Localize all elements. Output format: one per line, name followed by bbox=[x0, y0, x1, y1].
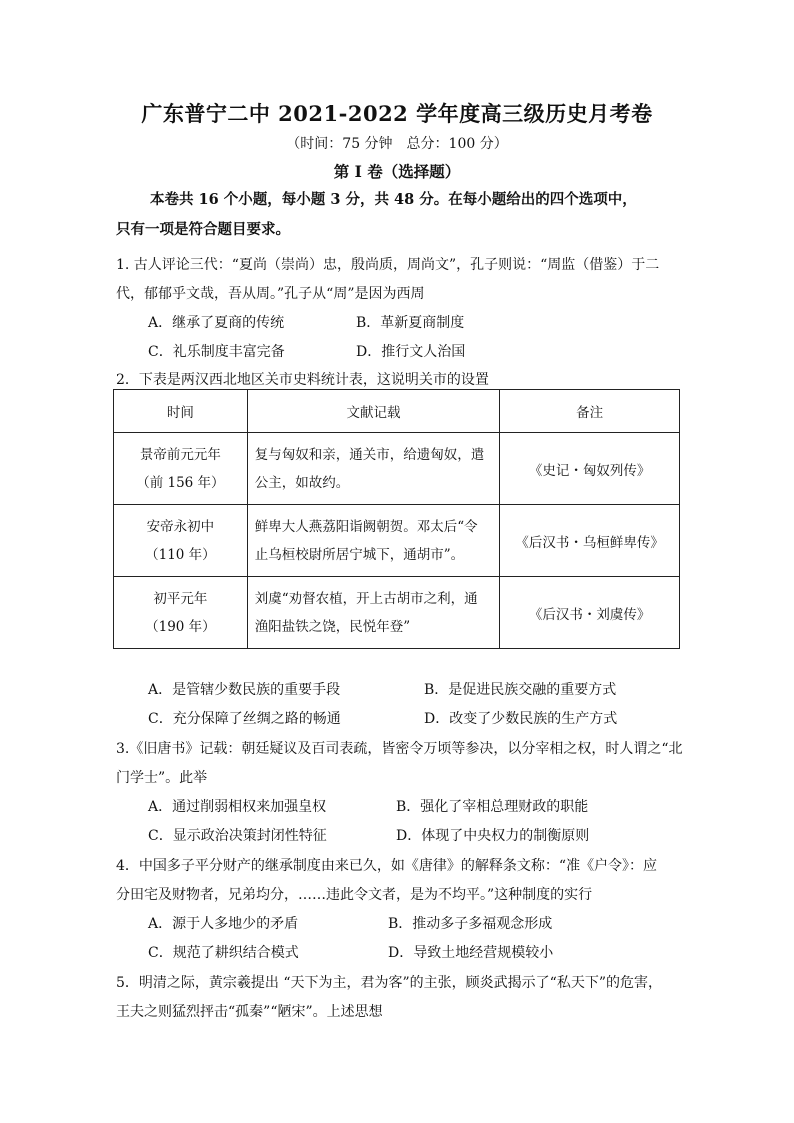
table-header-record: 文献记载 bbox=[247, 390, 500, 433]
section-heading: 第 I 卷（选择题） bbox=[333, 162, 461, 181]
time-line: 安帝永初中 bbox=[146, 518, 215, 535]
record-line: 止乌桓校尉所居宁城下，通胡市”。 bbox=[254, 546, 465, 563]
instructions-line-2: 只有一项是符合题目要求。 bbox=[116, 221, 290, 238]
table-cell-record bbox=[247, 505, 500, 577]
time-line: 初平元年 bbox=[153, 590, 208, 607]
exam-subtitle: （时间：75 分钟 总分：100 分） bbox=[286, 136, 508, 152]
q2-records-table bbox=[113, 389, 680, 649]
record-line: 刘虞“劝督农植，开上古胡市之利，通 bbox=[254, 590, 478, 607]
table-cell-note: 《后汉书・刘虞传》 bbox=[500, 577, 680, 649]
q1-option-c: C．礼乐制度丰富完备 bbox=[148, 344, 285, 360]
q1-stem-line-1: 1. 古人评论三代：“夏尚（崇尚）忠，殷尚质，周尚文”，孔子则说：“周监（借鉴）于二 bbox=[116, 257, 660, 273]
exam-title: 广东普宁二中 2021-2022 学年度高三级历史月考卷 bbox=[141, 101, 653, 126]
q3-stem-line-2: 门学士”。此举 bbox=[116, 770, 208, 786]
table-cell-record bbox=[247, 433, 500, 505]
record-line: 鲜卑大人燕荔阳诣阙朝贺。邓太后“令 bbox=[254, 518, 478, 535]
table-row bbox=[114, 577, 680, 649]
q4-stem-line-1: 4．中国多子平分财产的继承制度由来已久，如《唐律》的解释条文称：“准《户令》：应 bbox=[116, 858, 658, 874]
q1-option-d: D．推行文人治国 bbox=[356, 344, 466, 360]
q1-option-a: A．继承了夏商的传统 bbox=[148, 315, 285, 331]
table-cell-record bbox=[247, 577, 500, 649]
q5-stem-line-2: 王夫之则猛烈抨击“孤秦”“陋宋”。上述思想 bbox=[116, 1004, 383, 1020]
instructions-line-1: 本卷共 16 个小题，每小题 3 分，共 48 分。在每小题给出的四个选项中， bbox=[150, 191, 637, 208]
q2-option-a: A．是管辖少数民族的重要手段 bbox=[148, 682, 341, 698]
q3-stem-line-1: 3.《旧唐书》记载：朝廷疑议及百司表疏，皆密令万顷等参决，以分宰相之权，时人谓之“北 bbox=[116, 741, 683, 757]
time-line: 景帝前元元年 bbox=[139, 446, 221, 463]
q2-option-c: C．充分保障了丝绸之路的畅通 bbox=[148, 711, 341, 727]
q2-option-d: D．改变了少数民族的生产方式 bbox=[424, 711, 618, 727]
q2-option-b: B．是促进民族交融的重要方式 bbox=[424, 682, 617, 698]
q3-option-b: B．强化了宰相总理财政的职能 bbox=[396, 799, 589, 815]
table-cell-note: 《后汉书・乌桓鲜卑传》 bbox=[500, 505, 680, 577]
q3-option-a: A．通过削弱相权来加强皇权 bbox=[148, 799, 327, 815]
q5-stem-line-1: 5．明清之际，黄宗羲提出 “天下为主，君为客”的主张，顾炎武揭示了“私天下”的危害， bbox=[116, 975, 662, 991]
record-line: 渔阳盐铁之饶，民悦年登” bbox=[254, 618, 411, 635]
q2-stem: 2．下表是两汉西北地区关市史料统计表，这说明关市的设置 bbox=[116, 372, 489, 388]
time-line: （190 年） bbox=[145, 618, 216, 635]
q1-option-b: B．革新夏商制度 bbox=[356, 315, 465, 331]
table-row bbox=[114, 433, 680, 505]
table-header-row bbox=[114, 390, 680, 433]
q4-option-d: D．导致土地经营规模较小 bbox=[388, 945, 554, 961]
q4-option-b: B．推动多子多福观念形成 bbox=[388, 916, 553, 932]
table-cell-note: 《史记・匈奴列传》 bbox=[500, 433, 680, 505]
q3-option-d: D．体现了中央权力的制衡原则 bbox=[396, 828, 590, 844]
q4-option-c: C．规范了耕织结合模式 bbox=[148, 945, 299, 961]
table-header-note: 备注 bbox=[500, 390, 680, 433]
table-row bbox=[114, 505, 680, 577]
q1-stem-line-2: 代，郁郁乎文哉，吾从周。”孔子从“周”是因为西周 bbox=[116, 286, 425, 302]
record-line: 公主，如故约。 bbox=[254, 474, 350, 491]
table-cell-time bbox=[114, 577, 248, 649]
record-line: 复与匈奴和亲，通关市，给遗匈奴，遣 bbox=[254, 446, 485, 463]
q4-stem-line-2: 分田宅及财物者，兄弟均分，……违此令文者，是为不均平。”这种制度的实行 bbox=[116, 887, 593, 903]
time-line: （前 156 年） bbox=[136, 474, 225, 491]
q3-option-c: C．显示政治决策封闭性特征 bbox=[148, 828, 327, 844]
table-cell-time bbox=[114, 433, 248, 505]
table-cell-time bbox=[114, 505, 248, 577]
table-header-time: 时间 bbox=[114, 390, 248, 433]
q4-option-a: A．源于人多地少的矛盾 bbox=[148, 916, 299, 932]
time-line: （110 年） bbox=[145, 546, 216, 563]
